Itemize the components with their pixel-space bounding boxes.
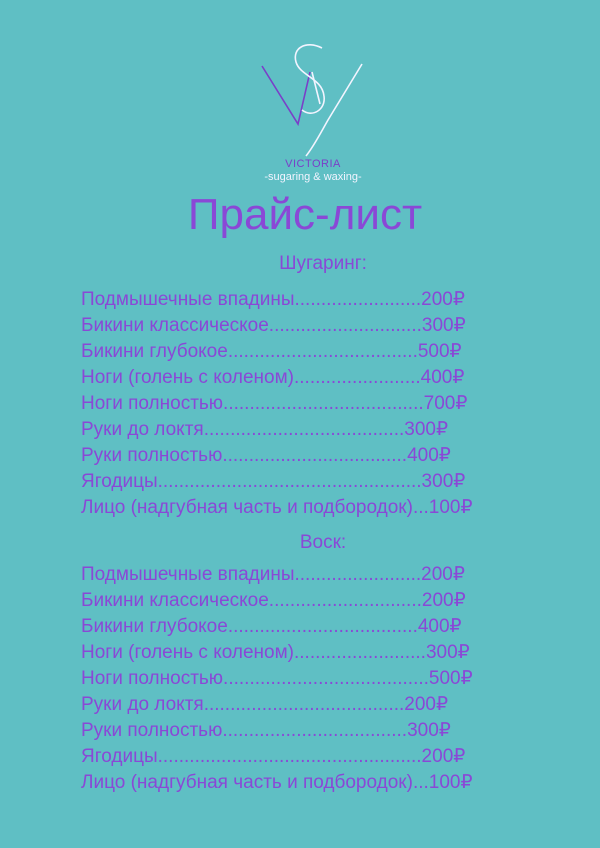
price-item: Ноги (голень с коленом).........................300₽ — [81, 642, 470, 663]
price-item: Руки до локтя......................................200₽ — [81, 694, 449, 715]
price-item: Бикини глубокое....................................400₽ — [81, 616, 462, 637]
price-item: Руки полностью...................................300₽ — [81, 720, 451, 741]
section-heading-sugaring: Шугаринг: — [279, 253, 367, 274]
price-item: Бикини глубокое....................................500₽ — [81, 341, 462, 362]
price-item: Ноги (голень с коленом)........................400₽ — [81, 367, 465, 388]
price-item: Ноги полностью.......................................500₽ — [81, 668, 473, 689]
price-item: Ноги полностью......................................700₽ — [81, 393, 468, 414]
victoria-logo-icon — [258, 38, 368, 158]
price-item: Бикини классическое.............................200₽ — [81, 590, 466, 611]
price-item: Подмышечные впадины........................200₽ — [81, 289, 465, 310]
price-list-sugaring — [81, 287, 473, 521]
price-item: Ягодицы..................................................300₽ — [81, 471, 466, 492]
brand-tagline: -sugaring & waxing- — [264, 171, 362, 183]
page-title: Прайс-лист — [187, 190, 423, 239]
price-item: Бикини классическое.............................300₽ — [81, 315, 466, 336]
brand-name: VICTORIA — [285, 158, 341, 170]
section-heading-wax: Воск: — [299, 532, 347, 553]
price-item: Подмышечные впадины........................200₽ — [81, 564, 465, 585]
price-list-wax — [81, 562, 473, 796]
price-item: Ягодицы..................................................200₽ — [81, 746, 466, 767]
price-item: Руки до локтя......................................300₽ — [81, 419, 449, 440]
price-item: Руки полностью...................................400₽ — [81, 445, 451, 466]
price-item: Лицо (надгубная часть и подбородок)...100₽ — [81, 772, 473, 793]
price-item: Лицо (надгубная часть и подбородок)...100₽ — [81, 497, 473, 518]
